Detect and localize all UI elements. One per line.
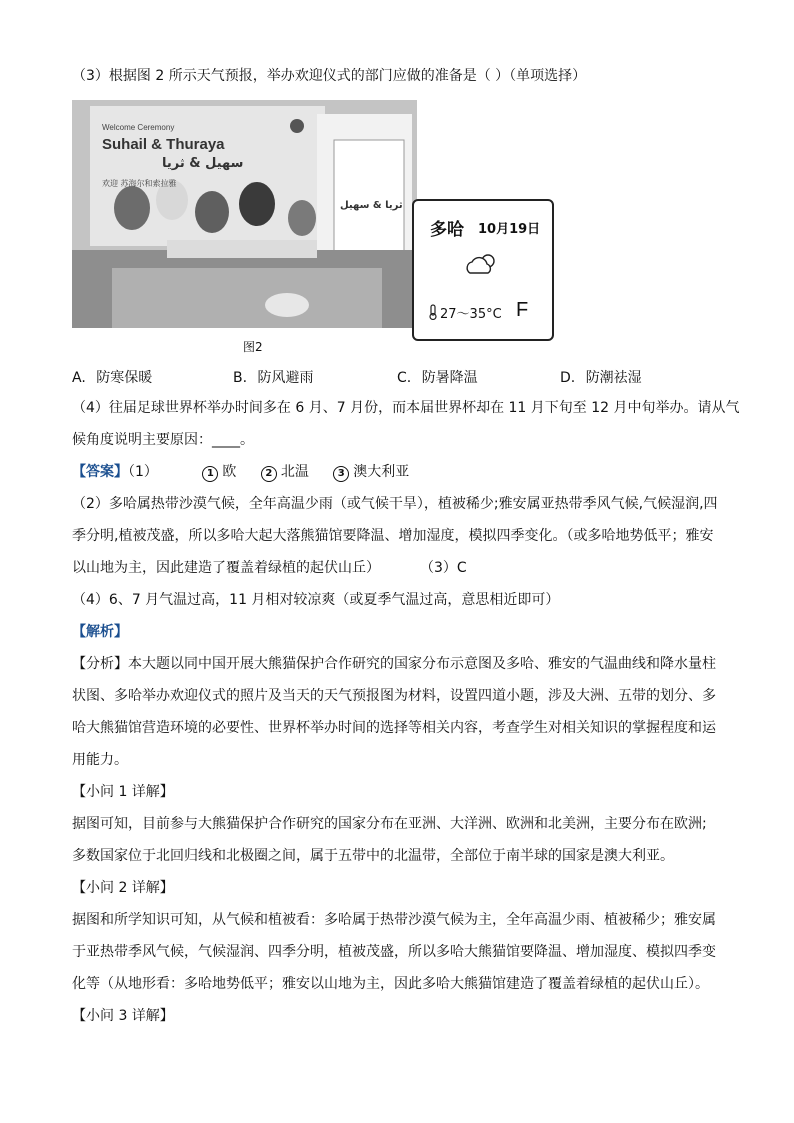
analysis-intro-line-3: 哈大熊猫馆营造环境的必要性、世界杯举办时间的选择等相关内容，考查学生对相关知识的掌握程度和运 — [72, 720, 716, 736]
circled-number-2: 2 — [261, 466, 277, 482]
answer-label: 【答案】 — [72, 464, 128, 480]
banner-title: Suhail & Thuraya — [102, 136, 225, 153]
circled-number-3: 3 — [333, 466, 349, 482]
sub-question-2-label: 【小问 2 详解】 — [72, 880, 174, 896]
forecast-date: 10月19日 — [478, 222, 541, 237]
option-b: B. 防风避雨 — [233, 370, 314, 386]
partly-cloudy-icon — [464, 251, 500, 281]
thermometer-icon — [428, 304, 438, 324]
answer-part-2-line-1: （2）多哈属热带沙漠气候，全年高温少雨（或气候干旱），植被稀少;雅安属亚热带季风气候,气候湿润,四 — [72, 496, 718, 512]
welcome-ceremony-photo — [72, 100, 417, 328]
answer-part-4: （4）6、7 月气温过高，11 月相对较凉爽（或夏季气温过高，意思相近即可） — [72, 592, 560, 608]
figure-caption: 图2 — [243, 340, 263, 354]
banner-chinese: 欢迎 苏海尔和索拉雅 — [102, 179, 177, 188]
question-3-stem: （3）根据图 2 所示天气预报，举办欢迎仪式的部门应做的准备是（ ）（单项选择） — [72, 68, 587, 84]
answer-part-2-line-2: 季分明,植被茂盛，所以多哈大起大落熊猫馆要降温、增加湿度，模拟四季变化。（或多哈地势低平；雅安 — [72, 528, 714, 544]
forecast-city: 多哈 — [430, 220, 464, 240]
analysis-intro-line-2: 状图、多哈举办欢迎仪式的照片及当天的天气预报图为材料，设置四道小题，涉及大洲、五带的划分、多 — [72, 688, 716, 704]
forecast-temperature: 27～35°C — [440, 307, 502, 322]
answer-part-2-line-3: 以山地为主，因此建造了覆盖着绿植的起伏山丘） （3）C — [72, 560, 467, 576]
question-4-line-1: （4）往届足球世界杯举办时间多在 6 月、7 月份，而本届世界杯却在 11 月下旬至 12 月中旬举办。请从气 — [72, 400, 740, 416]
circled-number-1: 1 — [202, 466, 218, 482]
sub-question-2-line-3: 化等（从地形看：多哈地势低平；雅安以山地为主，因此多哈大熊猫馆建造了覆盖着绿植的起伏山丘）。 — [72, 976, 709, 992]
answer-part-1: 【答案】（1） 1 欧 2 北温 3 澳大利亚 — [72, 464, 410, 480]
sub-question-2-line-1: 据图和所学知识可知，从气候和植被看：多哈属于热带沙漠气候为主，全年高温少雨、植被稀少；雅安属 — [72, 912, 716, 928]
analysis-intro-line-1: 【分析】本大题以同中国开展大熊猫保护合作研究的国家分布示意图及多哈、雅安的气温曲线和降水量柱 — [72, 656, 716, 672]
weather-forecast-card — [412, 199, 554, 341]
sub-question-2-line-2: 于亚热带季风气候，气候湿润、四季分明，植被茂盛，所以多哈大熊猫馆要降温、增加湿度、模拟四季变 — [72, 944, 716, 960]
forecast-unit: F — [516, 299, 529, 321]
option-a: A. 防寒保暖 — [72, 370, 153, 386]
question-4-line-2: 候角度说明主要原因：____。 — [72, 432, 254, 448]
sub-question-1-label: 【小问 1 详解】 — [72, 784, 174, 800]
sub-question-1-line-2: 多数国家位于北回归线和北极圈之间，属于五带中的北温带，全部位于南半球的国家是澳大利亚。 — [72, 848, 674, 864]
sub-question-3-label: 【小问 3 详解】 — [72, 1008, 174, 1024]
option-d: D. 防潮祛湿 — [560, 370, 642, 386]
analysis-intro-line-4: 用能力。 — [72, 752, 128, 768]
banner-arabic: سهيل & ثريا — [162, 156, 244, 171]
option-c: C. 防暑降温 — [397, 370, 478, 386]
photo-drawing — [72, 100, 417, 328]
standing-sign: ثريا & سهيل — [340, 200, 403, 211]
svg-text:Welcome Ceremony: Welcome Ceremony — [102, 123, 175, 132]
sub-question-1-line-1: 据图可知，目前参与大熊猫保护合作研究的国家分布在亚洲、大洋洲、欧洲和北美洲，主要分布在欧洲; — [72, 816, 707, 832]
analysis-label: 【解析】 — [72, 624, 128, 640]
